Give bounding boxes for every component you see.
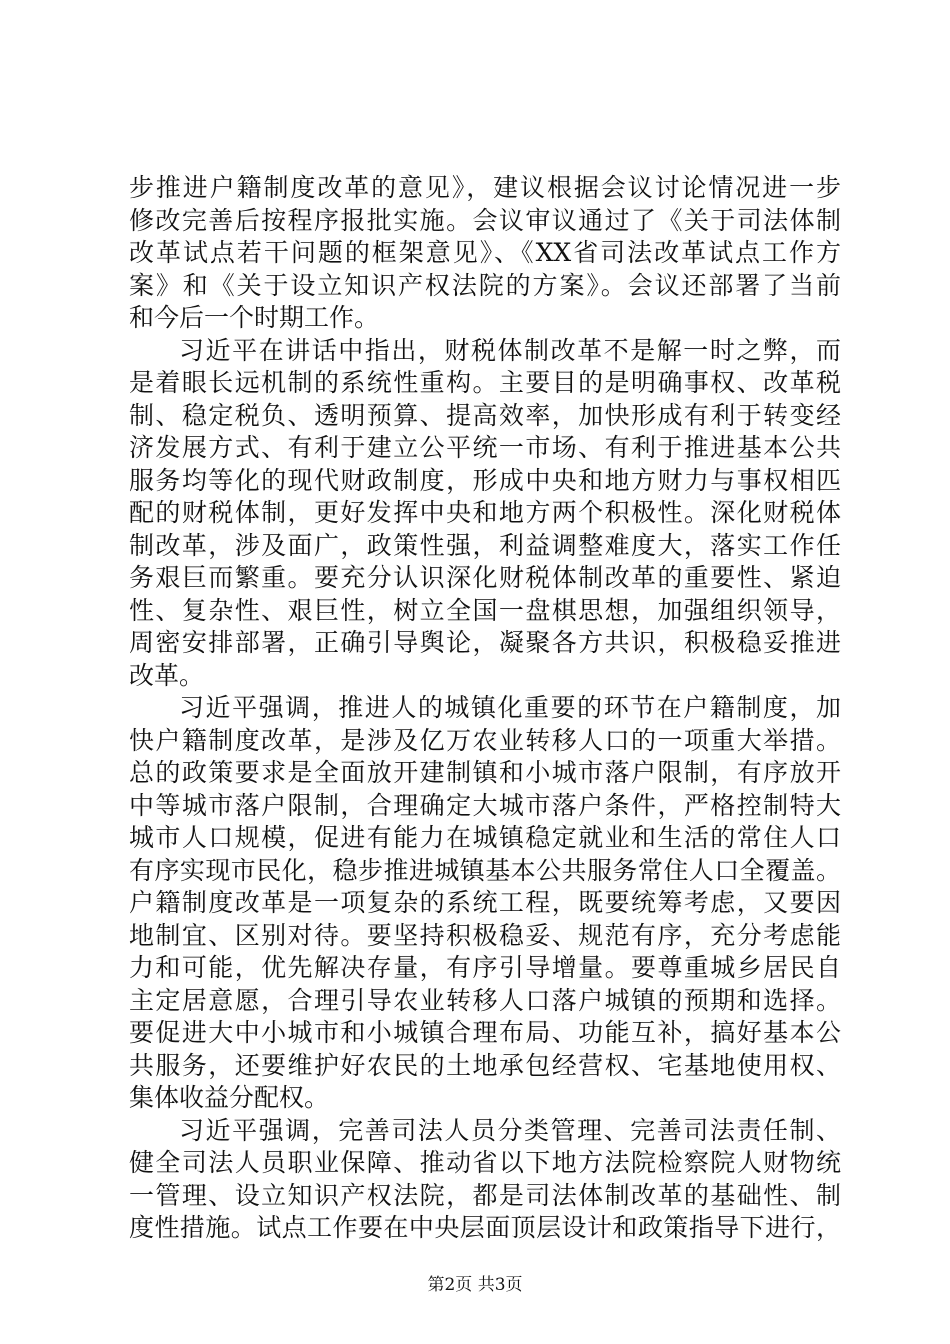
text-line: 改革试点若干问题的框架意见》、《XX省司法改革试点工作方 (129, 238, 841, 267)
text-line: 集体收益分配权。 (129, 1083, 330, 1112)
page-number-footer: 第2页 共3页 (427, 1275, 523, 1295)
text-line: 地制宜、区别对待。要坚持积极稳妥、规范有序，充分考虑能 (129, 920, 841, 950)
text-line: 共服务，还要维护好农民的土地承包经营权、宅基地使用权、 (129, 1050, 841, 1080)
text-line: 健全司法人员职业保障、推动省以下地方法院检察院人财物统 (129, 1148, 841, 1177)
text-line: 改革。 (129, 660, 205, 690)
text-line: 制改革，涉及面广，政策性强，利益调整难度大，落实工作任 (129, 530, 841, 560)
text-line: 济发展方式、有利于建立公平统一市场、有利于推进基本公共 (129, 433, 841, 462)
text-line: 要促进大中小城市和小城镇合理布局、功能互补，搞好基本公 (129, 1018, 841, 1047)
text-line: 修改完善后按程序报批实施。会议审议通过了《关于司法体制 (129, 205, 841, 235)
text-line: 习近平强调，推进人的城镇化重要的环节在户籍制度，加 (179, 693, 841, 722)
text-line: 快户籍制度改革，是涉及亿万农业转移人口的一项重大举措。 (129, 725, 841, 755)
text-line: 和今后一个时期工作。 (129, 303, 380, 332)
text-line: 力和可能，优先解决存量，有序引导增量。要尊重城乡居民自 (129, 953, 841, 982)
document-body (129, 172, 841, 1245)
text-line: 中等城市落户限制，合理确定大城市落户条件，严格控制特大 (129, 790, 841, 820)
text-line: 户籍制度改革是一项复杂的系统工程，既要统筹考虑，又要因 (129, 888, 841, 917)
text-line: 是着眼长远机制的系统性重构。主要目的是明确事权、改革税 (129, 368, 841, 397)
text-line: 一管理、设立知识产权法院，都是司法体制改革的基础性、制 (129, 1180, 841, 1210)
text-line: 习近平强调，完善司法人员分类管理、完善司法责任制、 (179, 1115, 841, 1145)
text-line: 周密安排部署，正确引导舆论，凝聚各方共识，积极稳妥推进 (129, 628, 841, 657)
text-line: 总的政策要求是全面放开建制镇和小城市落户限制，有序放开 (129, 758, 841, 787)
text-line: 主定居意愿，合理引导农业转移人口落户城镇的预期和选择。 (129, 985, 841, 1015)
text-line: 务艰巨而繁重。要充分认识深化财税体制改革的重要性、紧迫 (129, 563, 841, 592)
text-line: 度性措施。试点工作要在中央层面顶层设计和政策指导下进行， (129, 1213, 841, 1242)
text-line: 服务均等化的现代财政制度，形成中央和地方财力与事权相匹 (129, 465, 841, 495)
text-line: 案》和《关于设立知识产权法院的方案》。会议还部署了当前 (129, 270, 841, 300)
text-line: 制、稳定税负、透明预算、提高效率，加快形成有利于转变经 (129, 400, 841, 430)
text-line: 步推进户籍制度改革的意见》，建议根据会议讨论情况进一步 (129, 173, 841, 202)
text-line: 有序实现市民化，稳步推进城镇基本公共服务常住人口全覆盖。 (129, 855, 841, 885)
text-line: 城市人口规模，促进有能力在城镇稳定就业和生活的常住人口 (129, 823, 841, 852)
text-line: 性、复杂性、艰巨性，树立全国一盘棋思想，加强组织领导， (129, 595, 841, 625)
text-line: 习近平在讲话中指出，财税体制改革不是解一时之弊，而 (179, 335, 841, 365)
text-line: 配的财税体制，更好发挥中央和地方两个积极性。深化财税体 (129, 498, 841, 527)
